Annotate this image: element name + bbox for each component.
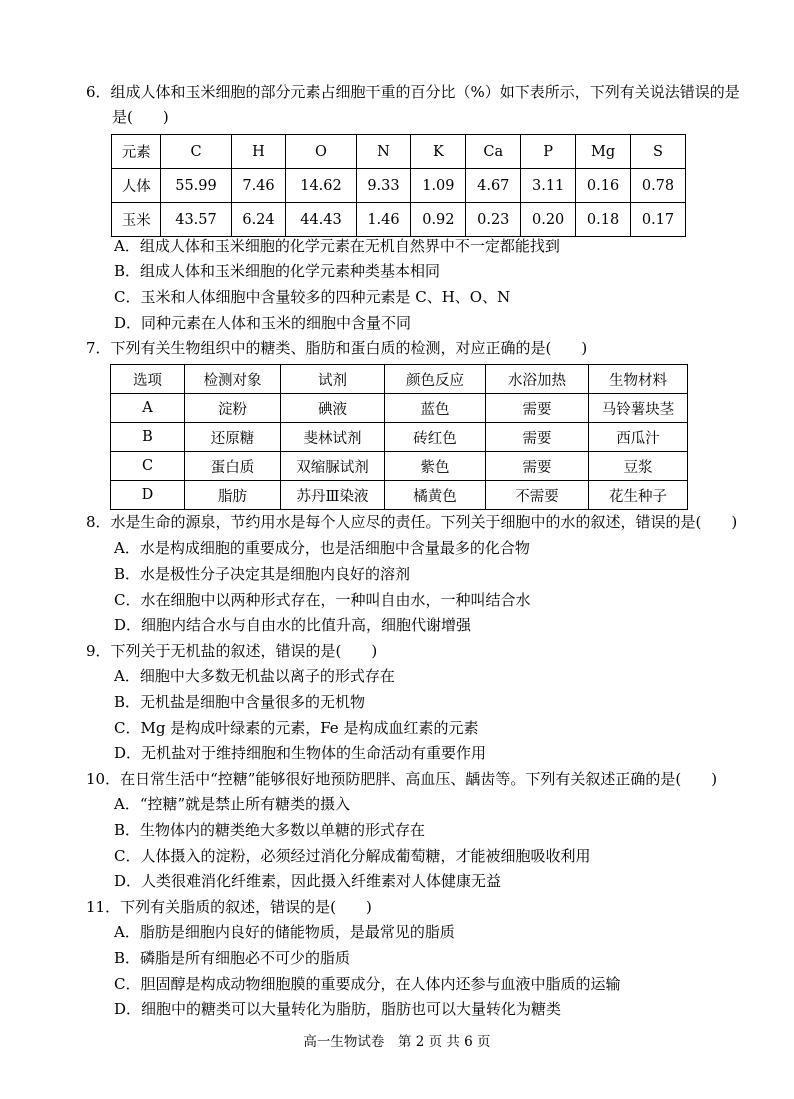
table-cell: 0.20 [521,203,576,237]
table-cell: 0.92 [411,203,466,237]
table-row [111,394,688,423]
question-10-stem: 10．在日常生活中“控糖”能够很好地预防肥胖、高血压、龋齿等。下列有关叙述正确的是( ) [86,770,718,788]
table-cell: 需要 [486,452,589,481]
table-cell: 苏丹Ⅲ染液 [281,481,385,510]
table-cell: 3.11 [521,169,576,203]
table-cell: 脂肪 [185,481,281,510]
question-11-option-c: C．胆固醇是构成动物细胞膜的重要成分，在人体内还参与血液中脂质的运输 [114,975,621,993]
page-footer: 高一生物试卷 第 2 页 共 6 页 [303,1034,491,1050]
question-6-stem: 6．组成人体和玉米细胞的部分元素占细胞干重的百分比（%）如下表所示，下列有关说法错误的是 [86,83,740,101]
table-cell: 不需要 [486,481,589,510]
table-cell: 4.67 [466,169,521,203]
table-cell: B [111,423,185,452]
table-cell: 还原糖 [185,423,281,452]
question-8-option-b: B．水是极性分子决定其是细胞内良好的溶剂 [114,565,411,583]
table-row [111,452,688,481]
table-cell: O [286,135,356,169]
table-cell: 双缩脲试剂 [281,452,385,481]
table-cell: D [111,481,185,510]
table-cell: 0.18 [576,203,631,237]
table-cell: N [356,135,411,169]
table-cell: 0.23 [466,203,521,237]
table-cell: 6.24 [231,203,286,237]
table-cell: 西瓜汁 [589,423,688,452]
question-8-option-d: D．细胞内结合水与自由水的比值升高，细胞代谢增强 [114,616,472,634]
question-10-option-d: D．人类很难消化纤维素，因此摄入纤维素对人体健康无益 [114,872,502,890]
table-cell: Mg [576,135,631,169]
question-9-option-d: D．无机盐对于维持细胞和生物体的生命活动有重要作用 [114,744,487,762]
table-row [112,203,686,237]
table-cell: 马铃薯块茎 [589,394,688,423]
question-6-option-d: D．同种元素在人体和玉米的细胞中含量不同 [114,314,412,332]
table-cell: 试剂 [281,365,385,394]
question-11-stem: 11．下列有关脂质的叙述，错误的是( ) [86,898,372,916]
table-cell: Ca [466,135,521,169]
table-cell: K [411,135,466,169]
question-6-stem-cont: 是( ) [112,108,169,126]
question-9-stem: 9．下列关于无机盐的叙述，错误的是( ) [86,642,378,660]
table-cell: 元素 [112,135,161,169]
table-cell: 紫色 [385,452,486,481]
table-cell: H [231,135,286,169]
table-cell: 1.46 [356,203,411,237]
question-7-stem: 7．下列有关生物组织中的糖类、脂肪和蛋白质的检测，对应正确的是( ) [86,339,588,357]
table-cell: 豆浆 [589,452,688,481]
question-10-option-b: B．生物体内的糖类绝大多数以单糖的形式存在 [114,821,426,839]
question-11-option-b: B．磷脂是所有细胞必不可少的脂质 [114,949,351,967]
question-6-option-a: A．组成人体和玉米细胞的化学元素在无机自然界中不一定都能找到 [114,237,560,255]
table-cell: P [521,135,576,169]
table-cell: 生物材料 [589,365,688,394]
table-cell: 选项 [111,365,185,394]
table-cell: 检测对象 [185,365,281,394]
table-cell: 颜色反应 [385,365,486,394]
element-percentage-table [111,134,686,237]
table-cell: 44.43 [286,203,356,237]
table-row [111,423,688,452]
question-8-stem: 8．水是生命的源泉，节约用水是每个人应尽的责任。下列关于细胞中的水的叙述，错误的是( ) [86,513,738,531]
question-9-option-a: A．细胞中大多数无机盐以离子的形式存在 [114,667,395,685]
table-cell: 14.62 [286,169,356,203]
table-row [111,481,688,510]
table-cell: 需要 [486,394,589,423]
question-11-option-a: A．脂肪是细胞内良好的储能物质，是最常见的脂质 [114,923,455,941]
question-10-option-a: A．“控糖”就是禁止所有糖类的摄入 [114,795,351,813]
table-cell: 55.99 [161,169,231,203]
table-cell: S [630,135,685,169]
table-cell: 玉米 [112,203,161,237]
table-header-row [111,365,688,394]
question-6-option-b: B．组成人体和玉米细胞的化学元素种类基本相同 [114,262,441,280]
table-cell: 43.57 [161,203,231,237]
question-6-option-c: C．玉米和人体细胞中含量较多的四种元素是 C、H、O、N [114,288,511,306]
table-cell: C [111,452,185,481]
question-9-option-b: B．无机盐是细胞中含量很多的无机物 [114,693,366,711]
table-cell: 1.09 [411,169,466,203]
table-cell: 9.33 [356,169,411,203]
detection-table [110,364,688,510]
table-cell: 需要 [486,423,589,452]
table-cell: 0.78 [630,169,685,203]
table-cell: 斐林试剂 [281,423,385,452]
table-cell: 花生种子 [589,481,688,510]
table-cell: 7.46 [231,169,286,203]
table-cell: 蓝色 [385,394,486,423]
question-9-option-c: C．Mg 是构成叶绿素的元素，Fe 是构成血红素的元素 [114,719,479,737]
table-cell: 0.17 [630,203,685,237]
table-cell: 蛋白质 [185,452,281,481]
table-cell: A [111,394,185,423]
table-header-row [112,135,686,169]
question-8-option-a: A．水是构成细胞的重要成分，也是活细胞中含量最多的化合物 [114,539,530,557]
table-cell: 人体 [112,169,161,203]
table-cell: 橘黄色 [385,481,486,510]
table-row [112,169,686,203]
table-cell: 淀粉 [185,394,281,423]
question-11-option-d: D．细胞中的糖类可以大量转化为脂肪，脂肪也可以大量转化为糖类 [114,1000,562,1018]
table-cell: 碘液 [281,394,385,423]
table-cell: 0.16 [576,169,631,203]
table-cell: 水浴加热 [486,365,589,394]
table-cell: C [161,135,231,169]
question-8-option-c: C．水在细胞中以两种形式存在，一种叫自由水，一种叫结合水 [114,591,531,609]
table-cell: 砖红色 [385,423,486,452]
question-10-option-c: C．人体摄入的淀粉，必须经过消化分解成葡萄糖，才能被细胞吸收利用 [114,847,591,865]
